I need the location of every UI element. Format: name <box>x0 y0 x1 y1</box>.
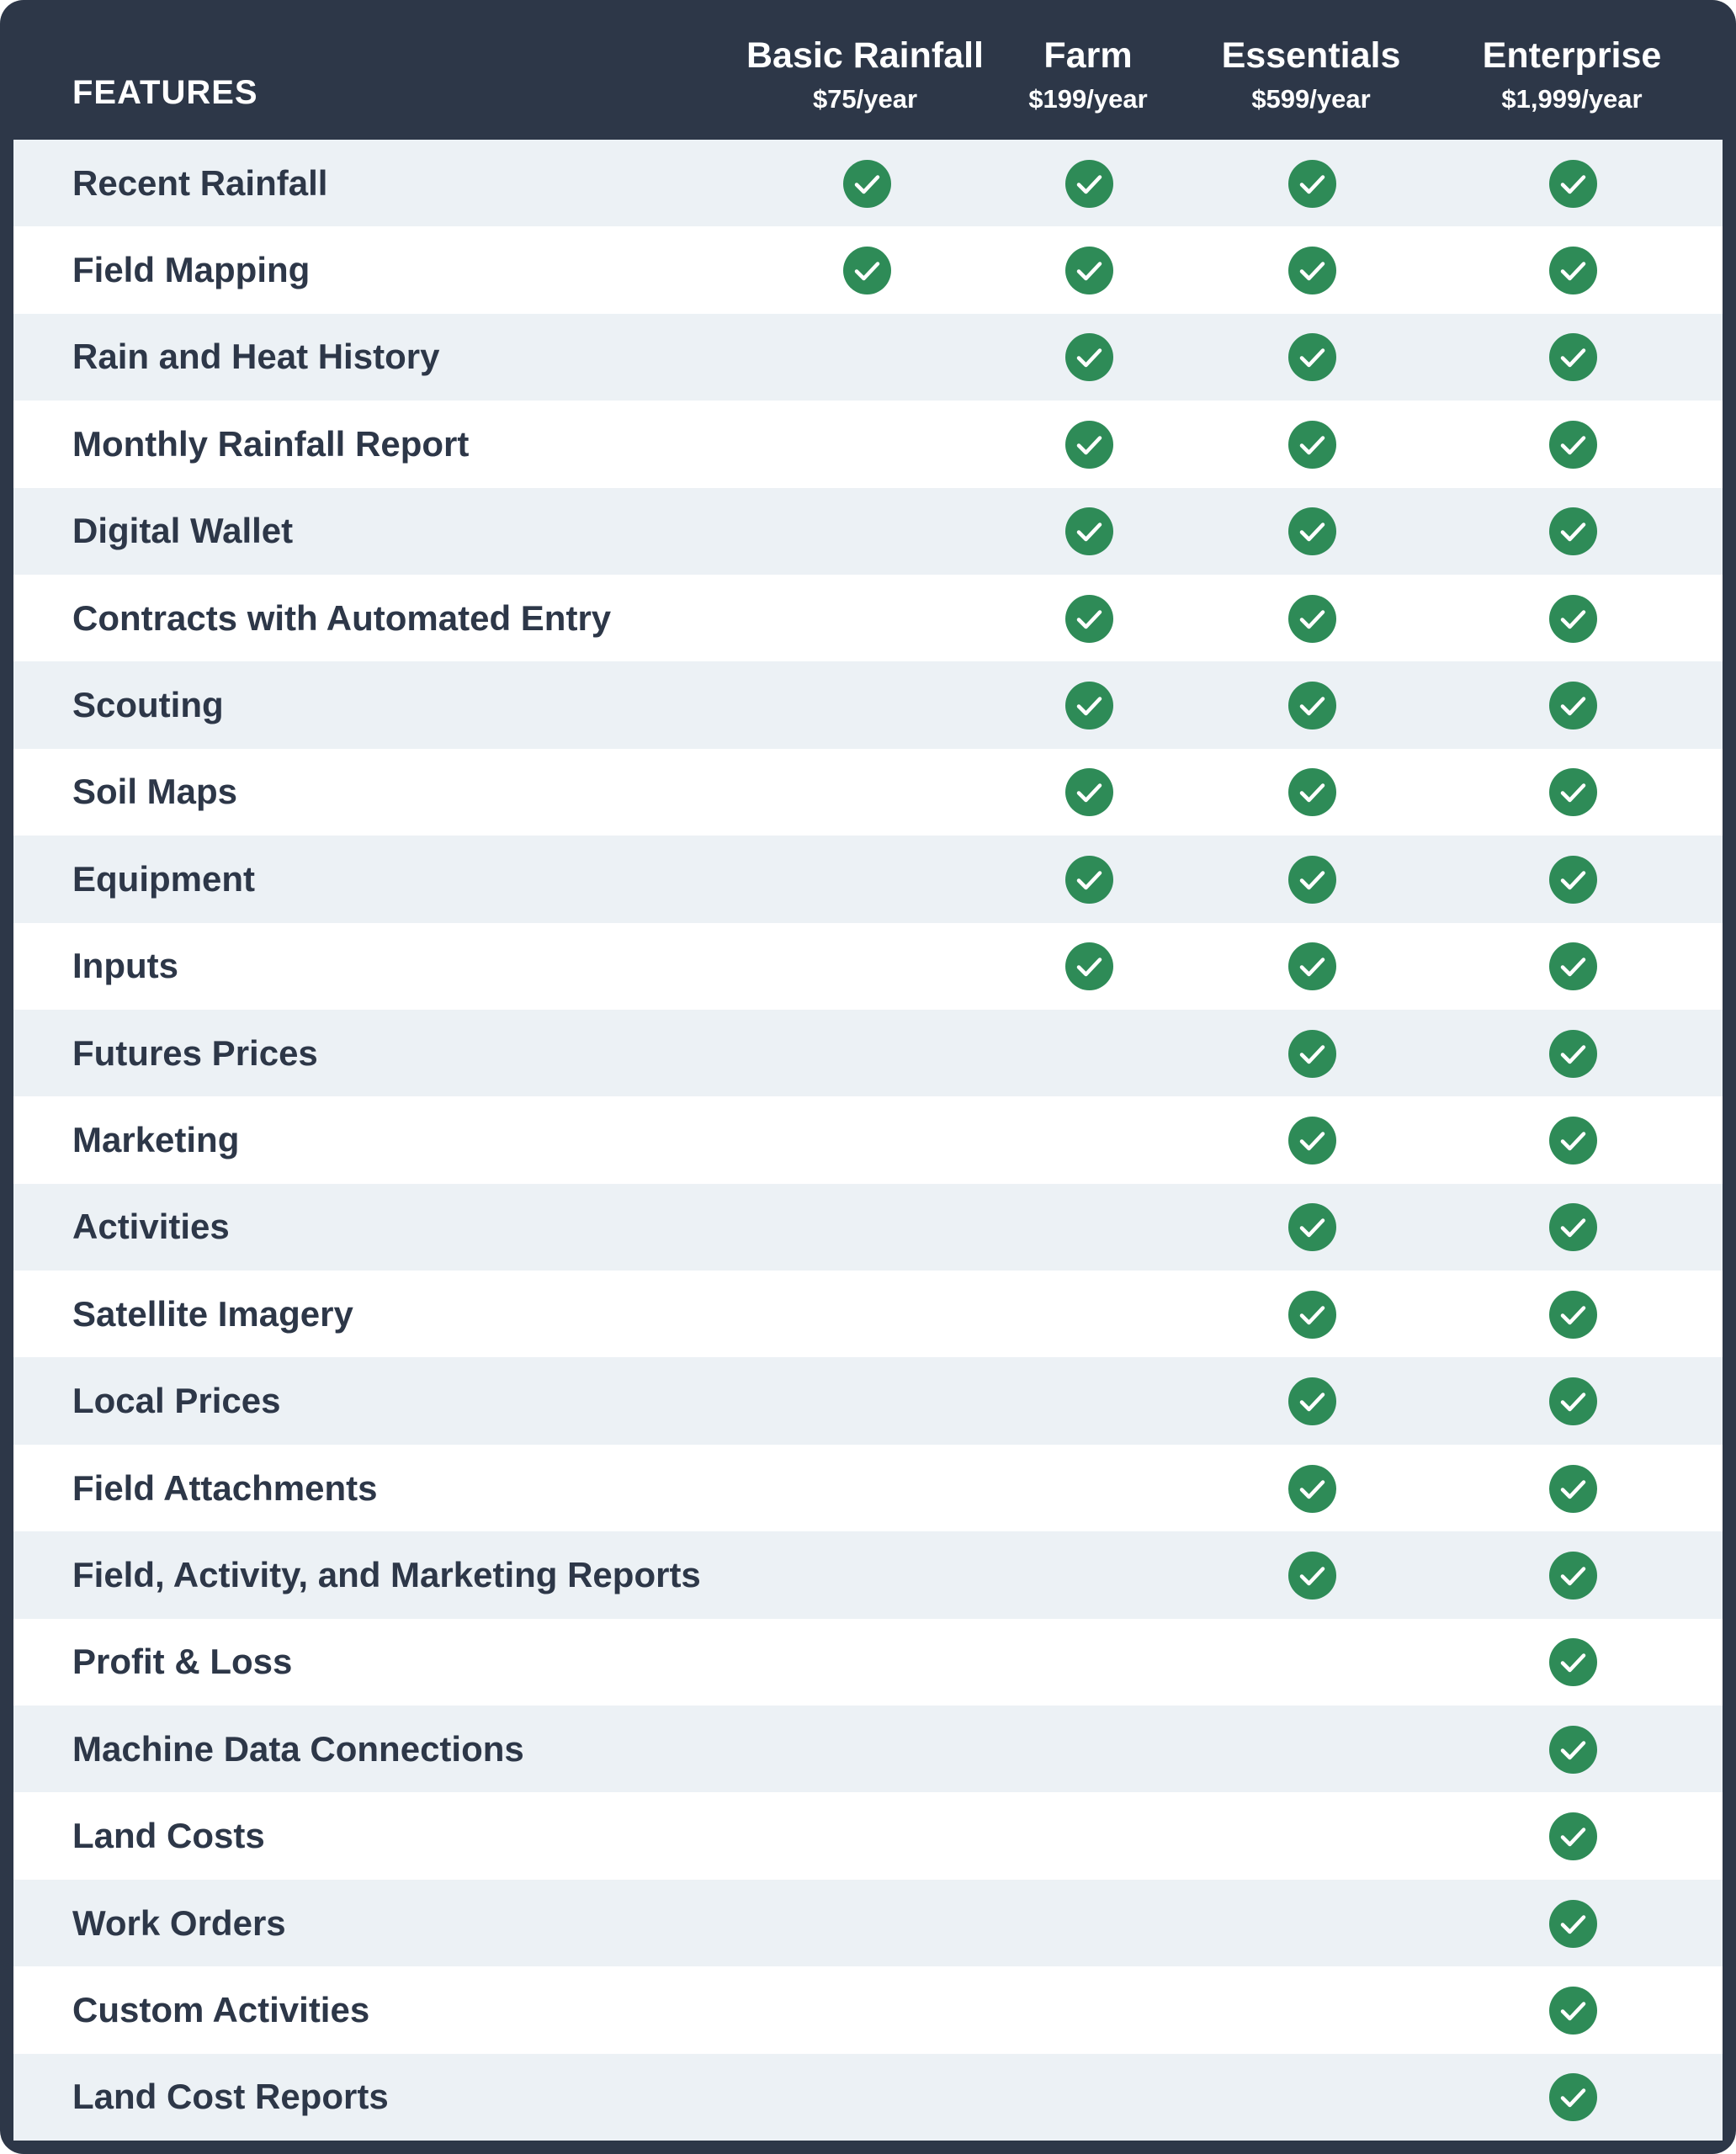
plan-price: $1,999/year <box>1501 84 1643 114</box>
table-row <box>13 140 1723 226</box>
plan-header-essentials <box>1176 30 1446 118</box>
check-circle-icon <box>1549 1812 1597 1860</box>
check-circle-icon <box>1288 1030 1336 1078</box>
check-circle-icon <box>1549 942 1597 990</box>
check-circle-icon <box>1288 160 1336 208</box>
feature-label: Marketing <box>72 1119 240 1159</box>
table-row <box>13 1445 1723 1531</box>
check-circle-icon <box>1288 1291 1336 1339</box>
feature-label: Recent Rainfall <box>72 162 328 203</box>
feature-label: Field Mapping <box>72 250 311 290</box>
feature-label: Land Costs <box>72 1816 265 1856</box>
feature-label: Custom Activities <box>72 1989 370 2029</box>
table-row <box>13 1357 1723 1444</box>
check-circle-icon <box>1065 333 1113 381</box>
table-row <box>13 1096 1723 1183</box>
plan-name: Farm <box>1043 35 1133 76</box>
feature-label: Machine Data Connections <box>72 1728 524 1769</box>
check-circle-icon <box>1549 507 1597 555</box>
table-header <box>0 0 1736 140</box>
check-circle-icon <box>1065 421 1113 469</box>
table-row <box>13 1880 1723 1966</box>
table-row <box>13 575 1723 661</box>
check-circle-icon <box>1288 856 1336 904</box>
feature-label: Profit & Loss <box>72 1642 293 1682</box>
features-column-header: FEATURES <box>72 74 258 111</box>
table-row <box>13 1792 1723 1879</box>
feature-label: Activities <box>72 1207 230 1247</box>
check-circle-icon <box>1549 1987 1597 2035</box>
table-row <box>13 314 1723 401</box>
check-circle-icon <box>1549 1638 1597 1686</box>
check-circle-icon <box>1288 1552 1336 1600</box>
feature-rows <box>13 140 1723 2141</box>
check-circle-icon <box>1549 768 1597 816</box>
feature-label: Satellite Imagery <box>72 1293 353 1334</box>
check-circle-icon <box>1065 942 1113 990</box>
feature-label: Contracts with Automated Entry <box>72 597 612 638</box>
check-circle-icon <box>1065 595 1113 643</box>
check-circle-icon <box>1288 1117 1336 1165</box>
plan-name: Essentials <box>1221 35 1401 76</box>
check-circle-icon <box>1288 595 1336 643</box>
check-circle-icon <box>1549 1465 1597 1513</box>
feature-label: Inputs <box>72 946 178 986</box>
check-circle-icon <box>1549 160 1597 208</box>
check-circle-icon <box>1065 507 1113 555</box>
table-row <box>13 1531 1723 1618</box>
plan-header-enterprise <box>1437 30 1707 118</box>
feature-label: Scouting <box>72 685 224 725</box>
feature-label: Land Cost Reports <box>72 2077 389 2117</box>
check-circle-icon <box>1549 421 1597 469</box>
table-row <box>13 749 1723 836</box>
table-row <box>13 2054 1723 2141</box>
plan-price: $75/year <box>812 84 918 114</box>
check-circle-icon <box>1549 333 1597 381</box>
table-row <box>13 488 1723 575</box>
check-circle-icon <box>1549 1377 1597 1425</box>
check-circle-icon <box>1288 1203 1336 1251</box>
feature-label: Local Prices <box>72 1381 281 1421</box>
table-row <box>13 1271 1723 1357</box>
check-circle-icon <box>1288 682 1336 729</box>
check-circle-icon <box>1549 247 1597 294</box>
check-circle-icon <box>1549 2073 1597 2121</box>
table-row <box>13 1619 1723 1706</box>
table-row <box>13 401 1723 487</box>
table-row <box>13 923 1723 1010</box>
check-circle-icon <box>1549 595 1597 643</box>
feature-label: Equipment <box>72 858 255 899</box>
table-row <box>13 1706 1723 1792</box>
check-circle-icon <box>1549 682 1597 729</box>
check-circle-icon <box>1065 768 1113 816</box>
feature-label: Soil Maps <box>72 772 238 812</box>
check-circle-icon <box>1549 1117 1597 1165</box>
table-row <box>13 1184 1723 1271</box>
check-circle-icon <box>1549 1291 1597 1339</box>
feature-label: Field, Activity, and Marketing Reports <box>72 1554 701 1594</box>
check-circle-icon <box>1288 421 1336 469</box>
feature-label: Work Orders <box>72 1902 286 1943</box>
table-row <box>13 1966 1723 2053</box>
check-circle-icon <box>1288 247 1336 294</box>
check-circle-icon <box>1549 1030 1597 1078</box>
check-circle-icon <box>1288 333 1336 381</box>
feature-label: Rain and Heat History <box>72 337 440 377</box>
table-row <box>13 661 1723 748</box>
check-circle-icon <box>1288 1377 1336 1425</box>
check-circle-icon <box>1288 507 1336 555</box>
check-circle-icon <box>843 160 891 208</box>
feature-label: Field Attachments <box>72 1467 378 1508</box>
check-circle-icon <box>1549 1552 1597 1600</box>
plan-price: $599/year <box>1251 84 1371 114</box>
table-row <box>13 226 1723 313</box>
feature-label: Monthly Rainfall Report <box>72 423 470 464</box>
check-circle-icon <box>1065 160 1113 208</box>
feature-label: Digital Wallet <box>72 511 294 551</box>
plan-name: Basic Rainfall <box>746 35 984 76</box>
check-circle-icon <box>1065 247 1113 294</box>
plan-price: $199/year <box>1028 84 1148 114</box>
check-circle-icon <box>1549 1726 1597 1774</box>
feature-label: Futures Prices <box>72 1032 318 1073</box>
check-circle-icon <box>1065 856 1113 904</box>
check-circle-icon <box>1065 682 1113 729</box>
table-row <box>13 836 1723 922</box>
check-circle-icon <box>1288 942 1336 990</box>
check-circle-icon <box>1549 856 1597 904</box>
check-circle-icon <box>1549 1900 1597 1948</box>
check-circle-icon <box>1288 768 1336 816</box>
check-circle-icon <box>1288 1465 1336 1513</box>
check-circle-icon <box>843 247 891 294</box>
plan-name: Enterprise <box>1482 35 1662 76</box>
table-row <box>13 1010 1723 1096</box>
check-circle-icon <box>1549 1203 1597 1251</box>
